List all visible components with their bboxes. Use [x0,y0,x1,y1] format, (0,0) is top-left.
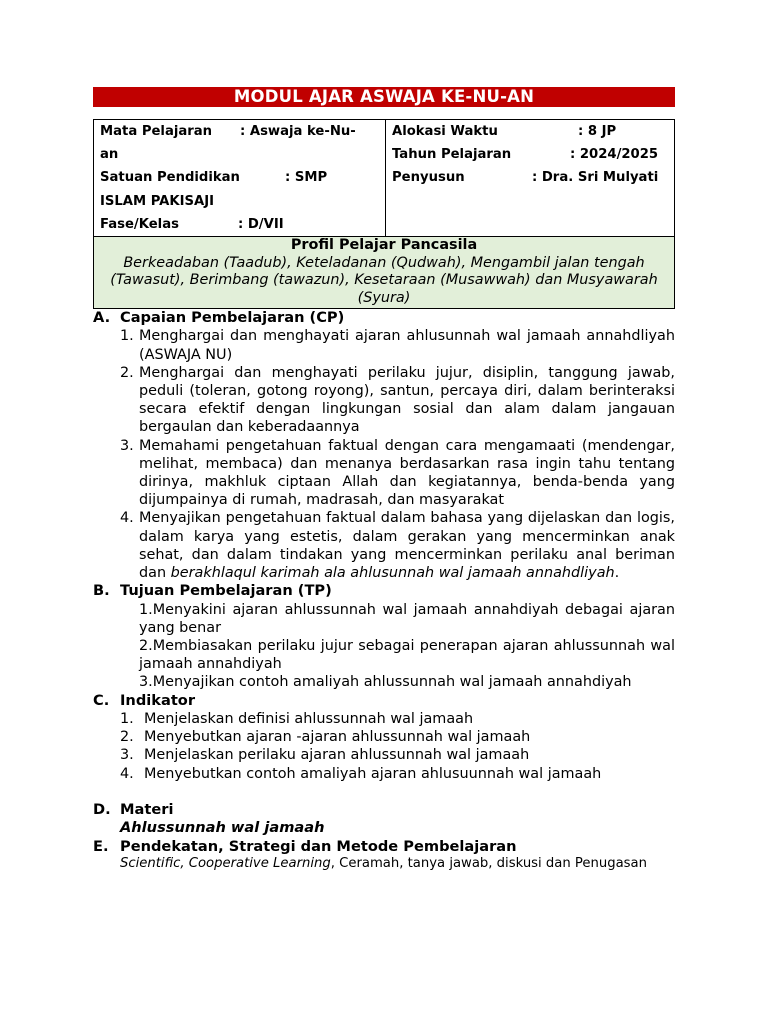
item-number: 1. [120,328,134,345]
item-text: Menyebutkan contoh amaliyah ajaran ahlusuunnah wal jamaah [144,765,602,782]
item-number: 4. [120,510,134,527]
info-key: Fase/Kelas [100,216,179,232]
info-key: Mata Pelajaran [100,124,213,139]
section-title: Capaian Pembelajaran (CP) [120,309,345,326]
info-row-year [392,143,668,166]
info-value: : Aswaja ke-Nu- [240,124,356,139]
info-value: : D/VII [238,216,284,232]
item-number: 2. [120,729,134,746]
info-left-column [94,120,386,236]
section-letter: E. [93,837,109,855]
info-key: Satuan Pendidikan [100,170,240,186]
section-tujuan [93,582,675,691]
section-heading [93,838,675,856]
item-text: Menyebutkan ajaran -ajaran ahlussunnah wal jamaah [144,729,531,746]
section-letter: C. [93,691,110,709]
section-metode [93,838,675,872]
item-number: 3. [120,437,134,454]
section-letter: B. [93,582,110,600]
info-row-time [392,120,668,143]
indicator-list [120,710,675,783]
info-value: : 8 JP [578,124,617,139]
document-title: MODUL AJAR ASWAJA KE-NU-AN [93,87,675,107]
item-number: 3. [120,747,134,764]
list-item [120,327,675,363]
list-item [120,437,675,510]
item-text: Menghargai dan menghayati ajaran ahlusunnah wal jamaah annahdliyah (ASWAJA NU) [139,328,675,363]
item-number: 1. [120,711,134,728]
section-indikator [93,692,675,783]
document-page [93,87,675,872]
metode-plain: , Ceramah, tanya jawab, diskusi dan Penugasan [330,856,647,872]
list-item: 1.Menyakini ajaran ahlussunnah wal jamaah annahdiyah debagai ajaran yang benar [139,601,675,636]
list-item: 2.Membiasakan perilaku jujur sebagai penerapan ajaran ahlussunnah wal jamaah annahdiyah [139,638,675,673]
tp-list [120,601,675,692]
section-title: Tujuan Pembelajaran (TP) [120,582,332,600]
info-value: : SMP [285,170,328,186]
info-value: : 2024/2025 [570,147,659,163]
item-text: Memahami pengetahuan faktual dengan cara mengamaati (mendengar, melihat, membaca) dan menanya berdasarkan rasa ingin tahu tentang dirinya, makhluk ciptaan Allah dan kegiatannya, benda-benda yang dijumpainya di rumah, madrasah, dan masyarakat [139,437,675,509]
section-letter: D. [93,800,111,818]
list-item [120,509,675,582]
item-text-italic: berakhlaqul karimah ala ahlusunnah wal jamaah annahdliyah [170,565,615,582]
metode-content [120,856,675,872]
list-item [120,710,675,728]
info-row-phase [100,213,379,236]
info-row-subject-cont [100,143,379,166]
section-heading [93,692,675,710]
section-capaian [93,309,675,582]
item-text [139,509,675,582]
list-item [120,728,675,746]
item-text-end: . [614,565,620,582]
info-value: : Dra. Sri Mulyati [532,170,659,186]
item-text: Menghargai dan menghayati perilaku jujur, disiplin, tanggung jawab, peduli (toleran, gotong royong), santun, percaya diri, dalam berinteraksi secara efektif dengan lingkungan sosial dan alam dalam jangauan bergaulan dan keberadaannya [139,364,675,436]
list-item: 3.Menyajikan contoh amaliyah ahlussunnah wal jamaah annahdiyah [139,674,632,691]
section-heading [93,309,675,327]
item-text: Menjelaskan perilaku ajaran ahlussunnah wal jamaah [144,747,530,764]
info-table [93,119,675,237]
item-number: 4. [120,765,134,782]
item-number: 2. [120,364,134,381]
section-heading [93,801,675,819]
section-materi [93,801,675,838]
materi-content: Ahlussunnah wal jamaah [120,819,325,837]
item-text-plain: Menyajikan pengetahuan faktual dalam bahasa yang dijelaskan dan logis, dalam karya yang estetis, dalam gerakan yang mencerminkan anak sehat, dan dalam tindakan yang mencerminkan perilaku anal beriman dan [139,510,675,582]
info-value-cont: ISLAM PAKISAJI [100,193,215,209]
info-row-author [392,166,668,189]
profile-title: Profil Pelajar Pancasila [290,237,478,253]
info-key: Tahun Pelajaran [392,147,512,163]
item-text: Menjelaskan definisi ahlussunnah wal jamaah [144,711,474,728]
cp-list [120,327,675,582]
info-right-column [386,120,674,236]
section-heading [93,582,675,600]
info-row-school [100,166,379,189]
section-letter: A. [93,309,111,326]
info-key: Alokasi Waktu [392,124,498,139]
section-title: Indikator [120,691,196,709]
list-item [120,765,675,783]
info-key: Penyusun [392,170,465,186]
profile-text: Berkeadaban (Taadub), Keteladanan (Qudwah), Mengambil jalan tengah (Tawasut), Berimbang (tawazun), Kesetaraan (Musawwah) dan Musyawarah (Syura) [110,254,658,306]
metode-italic: Scientific, Cooperative Learning [120,856,331,872]
info-row-subject [100,120,379,143]
profile-box [93,237,675,309]
info-value-cont: an [100,147,119,163]
info-row-school-cont [100,190,379,213]
list-item [120,364,675,437]
section-title: Pendekatan, Strategi dan Metode Pembelajaran [120,837,517,855]
section-title: Materi [120,800,174,818]
list-item [120,746,675,764]
